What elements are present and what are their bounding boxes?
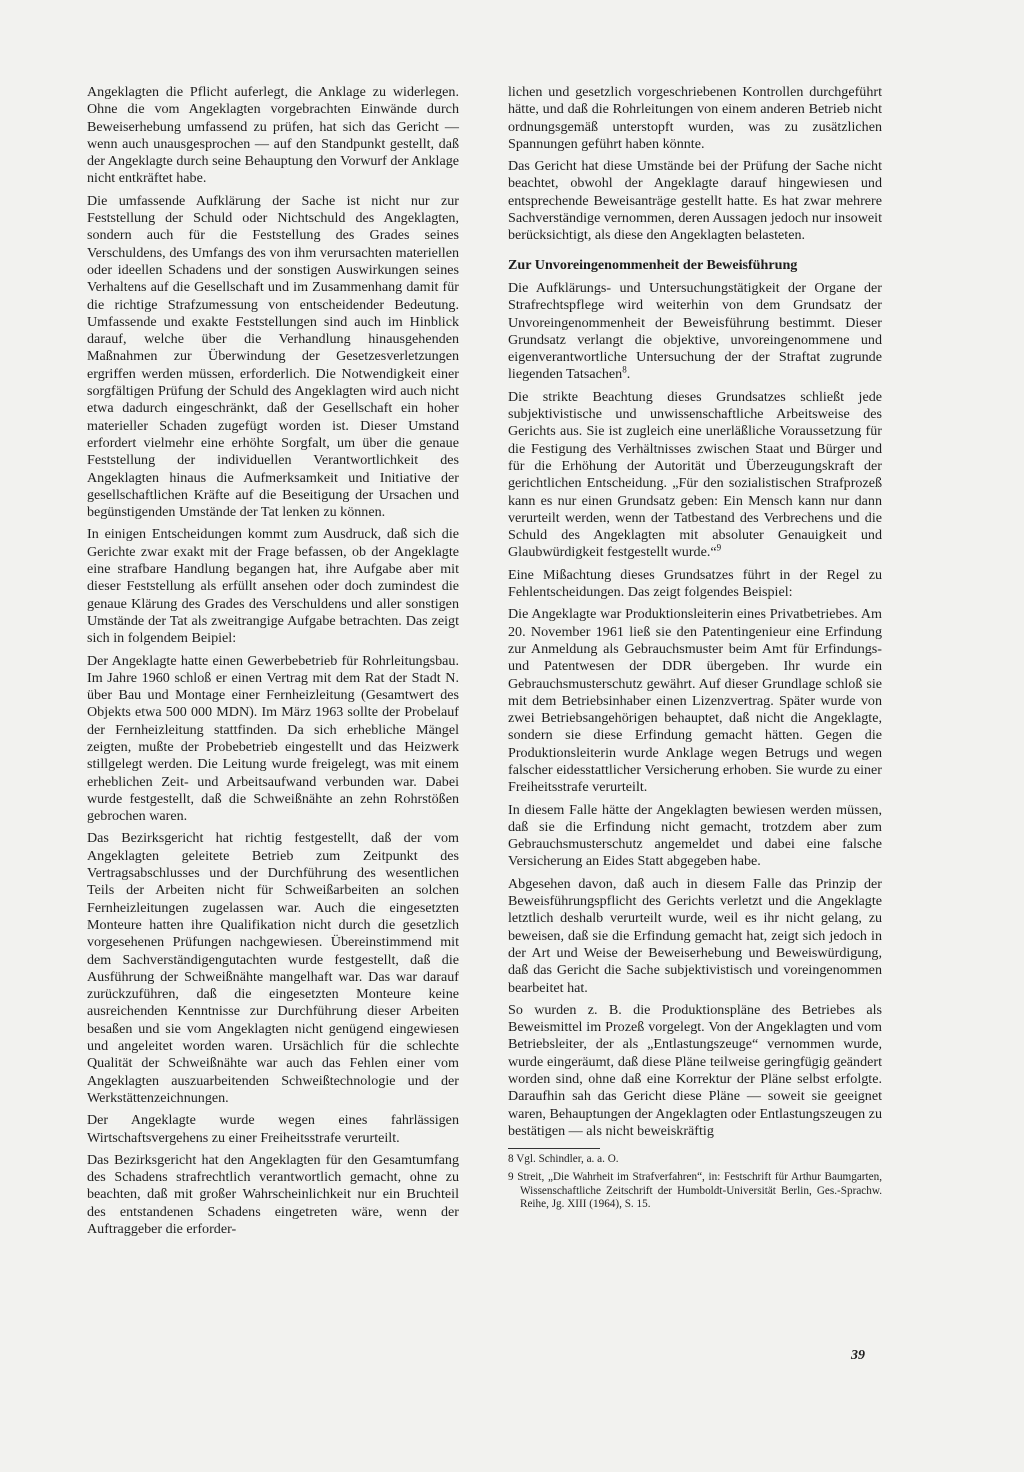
paragraph-text: Die strikte Beachtung dieses Grundsatzes schließt jede subjektivistische und unwissenschaftliche Arbeitsweise des Gerichts aus. Sie ist zugleich eine unerläßliche Voraussetzung für die Festigung des Verhältnisses zwischen Staat und Bürger und für die Erhöhung der Autorität und Überzeugungskraft der gerichtlichen Entscheidung. „Für den sozialistischen Strafprozeß kann es nur einen Grundsatz geben: Ein Mensch kann nur dann verurteilt werden, wenn der Tatbestand des Verbrechens und die Schuld des Angeklagten mit absoluter Genauigkeit und Glaubwürdigkeit festgestellt wurde.“ <box>508 388 882 561</box>
paragraph: lichen und gesetzlich vorgeschriebenen Kontrollen durchgeführt hätte, und daß die Rohrleitungen von einem anderen Betrieb nicht ordnungsgemäß unterstopft wurden, was zu zusätzlichen Spannungen geführt haben könnte. <box>508 84 882 152</box>
paragraph: In einigen Entscheidungen kommt zum Ausdruck, daß sich die Gerichte zwar exakt mit der Frage befassen, ob der Angeklagte eine strafbare Handlung begangen hat, ihre Aufgabe aber mit dieser Feststellung als erfüllt ansehen oder doch zumindest die genaue Klärung des Grades des Verschuldens und aller sonstigen Umstände der Tat als zweitrangige Aufgabe betrachten. Das zeigt sich in folgendem Beipiel: <box>87 526 459 647</box>
footnote-ref-9: 9 <box>716 542 722 553</box>
right-column <box>508 84 882 1216</box>
left-column <box>87 84 459 1243</box>
paragraph-tail: . <box>626 366 631 383</box>
footnote-separator <box>508 1148 600 1149</box>
page-number: 39 <box>851 1348 865 1363</box>
paragraph <box>508 389 882 562</box>
paragraph-text: Die Aufklärungs- und Untersuchungstätigkeit der Organe der Strafrechtspflege wird weiterhin von dem Grundsatz der Unvoreingenommenheit der Beweisführung bestimmt. Dieser Grundsatz verlangt die objektive, unvoreingenommene und eigenverantwortliche Untersuchung der der Straftat zugrunde liegenden Tatsachen <box>508 279 882 383</box>
paragraph: Das Gericht hat diese Umstände bei der Prüfung der Sache nicht beachtet, obwohl der Angeklagte darauf hingewiesen und entsprechende Beweisanträge gestellt hatte. Es hat zwar mehrere Sachverständige vernommen, deren Aussagen jedoch nur insoweit berücksichtigt, als diese den Angeklagten belasteten. <box>508 158 882 244</box>
paragraph: In diesem Falle hätte der Angeklagten bewiesen werden müssen, daß sie die Erfindung nicht gemacht, trotzdem aber zum Gebrauchsmusterschutz angemeldet und dabei eine falsche Versicherung an Eides Statt abgegeben habe. <box>508 801 882 870</box>
paragraph: So wurden z. B. die Produktionspläne des Betriebes als Beweismittel im Prozeß vorgelegt. Von der Angeklagten und vom Betriebsleiter, der als „Entlastungszeuge“ vernommen wurde, wurde eingeräumt, daß diese Pläne teilweise geringfügig geändert worden sind, ohne daß eine Korrektur der Pläne selbst erfolgte. Daraufhin sah das Gericht diese Pläne — soweit sie geeignet waren, Behauptungen der Angeklagten oder Entlastungszeugen zu bestätigen — als nicht beweiskräftig <box>508 1001 882 1139</box>
paragraph: Der Angeklagte wurde wegen eines fahrlässigen Wirtschaftsvergehens zu einer Freiheitsstrafe verurteilt. <box>87 1112 459 1146</box>
footnote-ref-8: 8 <box>622 364 627 375</box>
paragraph <box>508 280 882 384</box>
paragraph: Abgesehen davon, daß auch in diesem Falle das Prinzip der Beweisführungspflicht des Gerichts verletzt und die Angeklagte letztlich deshalb verurteilt wurde, weil es ihr nicht gelang, zu beweisen, daß sie die Erfindung gemacht hat, zeigt sich jedoch in der Art und Weise der Beweiserhebung und Beweiswürdigung, daß das Gericht die Sache subjektivistisch und voreingenommen bearbeitet hat. <box>508 875 882 996</box>
paragraph: Eine Mißachtung dieses Grundsatzes führt in der Regel zu Fehlentscheidungen. Das zeigt folgendes Beispiel: <box>508 566 882 601</box>
footnote-8: 8 Vgl. Schindler, a. a. O. <box>508 1153 619 1166</box>
paragraph: Angeklagten die Pflicht auferlegt, die Anklage zu widerlegen. Ohne die vom Angeklagten vorgebrachten Einwände durch Beweiserhebung umfassend zu prüfen, hat sich das Gericht — wenn auch unausgesprochen — auf den Standpunkt gestellt, daß der Angeklagte durch seine Behauptung den Vorwurf der Anklage nicht entkräftet habe. <box>87 84 459 187</box>
paragraph: Das Bezirksgericht hat den Angeklagten für den Gesamtumfang des Schadens strafrechtlich verantwortlich gemacht, ohne zu beachten, daß mit großer Wahrscheinlichkeit nur ein Bruchteil des entstandenen Schadens eingetreten wäre, wenn der Auftraggeber die erforder- <box>87 1151 459 1237</box>
paragraph: Der Angeklagte hatte einen Gewerbebetrieb für Rohrleitungsbau. Im Jahre 1960 schloß er einen Vertrag mit dem Rat der Stadt N. über Bau und Montage einer Fernheizleitung (Gesamtwert des Objekts etwa 500 000 MDN). Im März 1963 sollte der Probelauf der Fernheizleitung stattfinden. Da sich erhebliche Mängel zeigten, mußte der Probebetrieb eingestellt und das Heizwerk stillgelegt werden. Die Leitung wurde freigelegt, was mit einem erheblichen Zeit- und Arbeitsaufwand verbunden war. Dabei wurde festgestellt, daß die Schweißnähte an zehn Rohrstößen gebrochen waren. <box>87 652 459 825</box>
section-heading: Zur Unvoreingenommenheit der Beweisführung <box>508 256 798 273</box>
paragraph: Das Bezirksgericht hat richtig festgestellt, daß der vom Angeklagten geleitete Betrieb zum Zeitpunkt des Vertragsabschlusses und der Durchführung des wesentlichen Teils der Arbeiten nicht für Schweißarbeiten an solchen Fernheizleitungen zugelassen war. Auch die eingesetzten Monteure hatten ihre Qualifikation nicht durch die gesetzlich vorgesehenen Prüfungen nachgewiesen. Übereinstimmend mit dem Sachverständigengutachten wurde festgestellt, daß die Ausführung der Schweißnähte mangelhaft war. Das war darauf zurückzuführen, daß die eingesetzten Monteure keine ausreichenden Kenntnisse zur Durchführung dieser Arbeiten besaßen und sie vom Angeklagten nicht genügend eingewiesen und angeleitet worden waren. Ursächlich für die schlechte Qualität der Schweißnähte war auch das Fehlen einer vom Angeklagten auszuarbeitenden Schweißtechnologie und der Werkstättenzeichnungen. <box>87 830 459 1106</box>
paragraph: Die umfassende Aufklärung der Sache ist nicht nur zur Feststellung der Schuld oder Nichtschuld des Angeklagten, sondern auch für die Feststellung des Grades seines Verschuldens, des Umfangs des von ihm verursachten materiellen oder ideellen Schadens und der sonstigen Auswirkungen seines Verhaltens auf die Gesellschaft und im Zusammenhang damit für die richtige Strafzumessung von entscheidender Bedeutung. Umfassende und exakte Feststellungen sind auch im Hinblick darauf, welche über die Verhandlung hinausgehenden Maßnahmen zur Überwindung der Gesetzesverletzungen ergriffen werden müssen, erforderlich. Die Notwendigkeit einer sorgfältigen Prüfung der Schuld des Angeklagten wird auch nicht etwa dadurch eingeschränkt, daß der Gesellschaft ein hoher materieller Schaden zugefügt worden ist. Dieser Umstand erfordert vielmehr eine erhöhte Sorgfalt, um über die genaue Feststellung der individuellen Verantwortlichkeit des Angeklagten hinaus die Aufmerksamkeit und Initiative der gesellschaftlichen Kräfte auf die Beseitigung der Ursachen und begünstigenden Umstände der Tat lenken zu können. <box>87 192 459 521</box>
paragraph: Die Angeklagte war Produktionsleiterin eines Privatbetriebes. Am 20. November 1961 ließ sie den Patentingenieur eine Erfindung zur Anmeldung als Gebrauchsmuster beim Amt für Erfindungs- und Patentwesen der DDR übergeben. Ihr wurde ein Gebrauchsmusterschutz gewährt. Auf dieser Grundlage schloß sie mit dem Betriebsinhaber einen Lizenzvertrag. Später wurde von zwei Betriebsangehörigen behauptet, daß nicht die Angeklagte, sondern sie diese Erfindung gemacht hätten. Gegen die Produktionsleiterin wurde Anklage wegen Betrugs und wegen falscher eidesstattlicher Versicherung erhoben. Sie wurde zu einer Freiheitsstrafe verurteilt. <box>508 606 882 796</box>
footnote-9: 9 Streit, „Die Wahrheit im Strafverfahren“, in: Festschrift für Arthur Baumgarten, Wissenschaftliche Zeitschrift der Humboldt-Universität Berlin, Ges.-Sprachw. Reihe, Jg. XIII (1964), S. 15. <box>508 1171 882 1210</box>
